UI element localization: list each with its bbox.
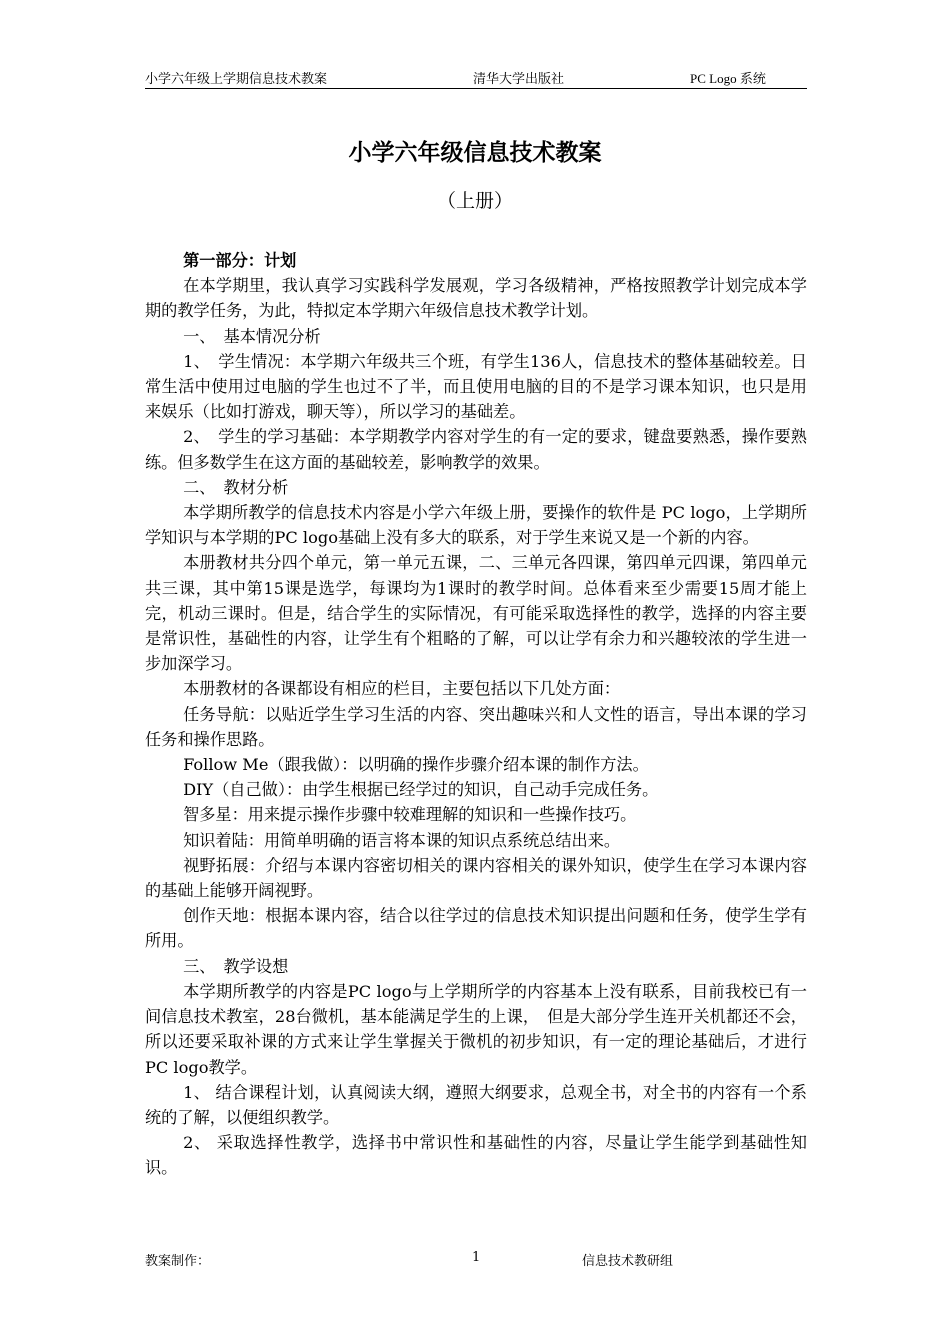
paragraph: 本学期所教学的内容是PC logo与上学期所学的内容基本上没有联系，目前我校已有一间信息技术教室，28台微机，基本能满足学生的上课， 但是大部分学生连开关机都还不会，所以还要采取补课的方式来让学生掌握关于微机的初步知识，有一定的理论基础后，才进行PC logo教学。 bbox=[145, 981, 807, 1077]
paragraph: 智多星：用来提示操作步骤中较难理解的知识和一些操作技巧。 bbox=[183, 805, 637, 825]
page-number: 1 bbox=[472, 1250, 481, 1265]
paragraph: 2、 采取选择性教学，选择书中常识性和基础性的内容，尽量让学生能学到基础性知识。 bbox=[145, 1133, 807, 1178]
paragraph: 视野拓展：介绍与本课内容密切相关的课内容相关的课外知识，使学生在学习本课内容的基础上能够开阔视野。 bbox=[145, 855, 807, 901]
section-heading-plan: 第一部分：计划 bbox=[183, 251, 297, 270]
document-title: 小学六年级信息技术教案 bbox=[348, 140, 602, 166]
page-header bbox=[145, 66, 807, 89]
footer-group-name: 信息技术教研组 bbox=[582, 1254, 674, 1269]
paragraph: 本学期所教学的信息技术内容是小学六年级上册，要操作的软件是 PC logo，上学期所学知识与本学期的PC logo基础上没有多大的联系，对于学生来说又是一个新的内容。 bbox=[145, 503, 807, 548]
paragraph: 2、 学生的学习基础：本学期教学内容对学生的有一定的要求，键盘要熟悉，操作要熟练。但多数学生在这方面的基础较差，影响教学的效果。 bbox=[145, 427, 807, 472]
page-footer bbox=[145, 1250, 807, 1270]
paragraph: 1、 学生情况：本学期六年级共三个班，有学生136人，信息技术的整体基础较差。日常生活中使用过电脑的学生也过不了半，而且使用电脑的目的不是学习课本知识，也只是用来娱乐（比如打游戏，聊天等），所以学习的基础差。 bbox=[145, 351, 807, 422]
subsection-heading: 二、 教材分析 bbox=[183, 477, 289, 497]
document-subtitle: （上册） bbox=[436, 190, 513, 212]
header-left-text: 小学六年级上学期信息技术教案 bbox=[145, 72, 328, 87]
paragraph: 本册教材的各课都设有相应的栏目，主要包括以下几处方面： bbox=[183, 679, 621, 699]
footer-author-label: 教案制作： bbox=[145, 1254, 211, 1269]
paragraph: 知识着陆：用简单明确的语言将本课的知识点系统总结出来。 bbox=[183, 830, 621, 850]
paragraph: 在本学期里，我认真学习实践科学发展观，学习各级精神，严格按照教学计划完成本学期的教学任务，为此，特拟定本学期六年级信息技术教学计划。 bbox=[145, 276, 807, 321]
subsection-heading: 三、 教学设想 bbox=[183, 956, 289, 976]
header-system-name: PC Logo 系统 bbox=[690, 71, 766, 86]
document-body bbox=[145, 248, 807, 1181]
paragraph: 1、 结合课程计划，认真阅读大纲，遵照大纲要求，总观全书，对全书的内容有一个系统的了解，以便组织教学。 bbox=[145, 1082, 807, 1127]
paragraph: 创作天地：根据本课内容，结合以往学过的信息技术知识提出问题和任务，使学生学有所用。 bbox=[145, 906, 807, 951]
header-publisher: 清华大学出版社 bbox=[473, 72, 565, 87]
paragraph: 本册教材共分四个单元，第一单元五课，二、三单元各四课，第四单元四课，第四单元共三课，其中第15课是选学，每课均为1课时的教学时间。总体看来至少需要15周才能上完，机动三课时。但是，结合学生的实际情况，有可能采取选择性的教学，选择的内容主要是常识性，基础性的内容，让学生有个粗略的了解，可以让学有余力和兴趣较浓的学生进一步加深学习。 bbox=[145, 553, 807, 674]
paragraph: DIY（自己做）：由学生根据已经学过的知识，自己动手完成任务。 bbox=[183, 780, 659, 800]
subsection-heading: 一、 基本情况分析 bbox=[183, 326, 321, 346]
paragraph: Follow Me（跟我做）：以明确的操作步骤介绍本课的制作方法。 bbox=[183, 755, 649, 775]
paragraph: 任务导航：以贴近学生学习生活的内容、突出趣味兴和人文性的语言，导出本课的学习任务和操作思路。 bbox=[145, 704, 807, 749]
